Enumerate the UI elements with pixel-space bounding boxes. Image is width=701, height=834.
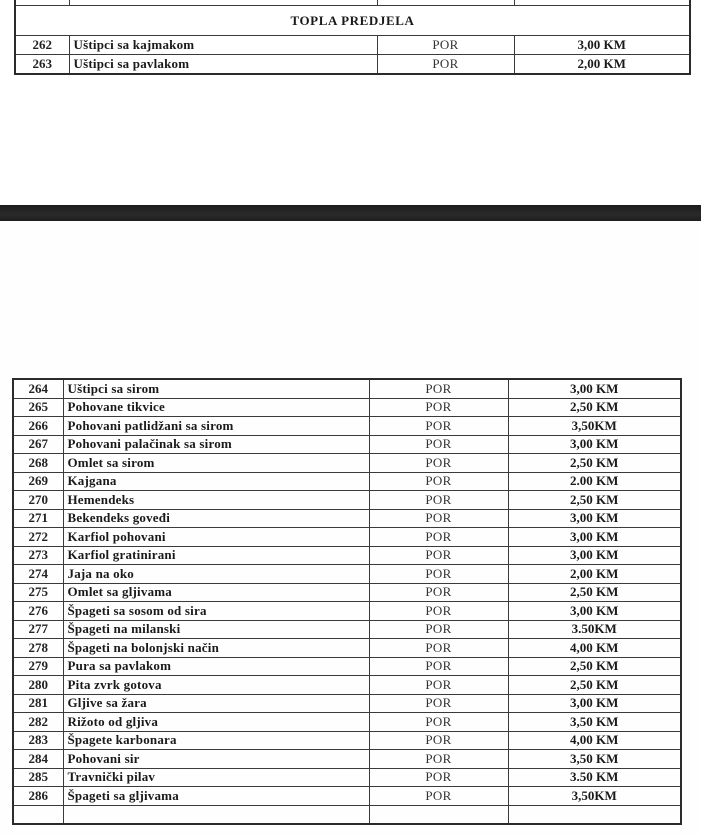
menu-item-row: [13, 639, 681, 658]
item-name: Karfiol gratinirani: [63, 546, 369, 565]
menu-item-row: [13, 583, 681, 602]
item-name: Omlet sa sirom: [63, 454, 369, 473]
item-name: Pohovani palačinak sa sirom: [63, 435, 369, 454]
item-name: Špageti sa gljivama: [63, 787, 369, 806]
menu-item-row: [13, 694, 681, 713]
menu-item-row: [13, 509, 681, 528]
item-price: 4,00 KM: [508, 731, 681, 750]
item-price: 3,50 KM: [508, 713, 681, 732]
item-unit: POR: [369, 417, 508, 436]
item-unit: POR: [369, 509, 508, 528]
item-name: Hemendeks: [63, 491, 369, 510]
item-unit: POR: [369, 379, 508, 398]
item-number: 282: [13, 713, 63, 732]
section-header-row: [15, 6, 690, 36]
item-price: 3,00 KM: [508, 528, 681, 547]
menu-item-row: [13, 787, 681, 806]
item-name: Pura sa pavlakom: [63, 657, 369, 676]
menu-item-row: [15, 36, 690, 55]
menu-item-row: [13, 676, 681, 695]
item-unit: POR: [369, 676, 508, 695]
item-price: 2,00 KM: [514, 55, 690, 75]
menu-item-row: [13, 528, 681, 547]
item-unit: POR: [369, 528, 508, 547]
item-number: 277: [13, 620, 63, 639]
menu-item-row: [13, 435, 681, 454]
item-price: 3,00 KM: [508, 509, 681, 528]
menu-item-row: [13, 602, 681, 621]
item-unit: POR: [369, 435, 508, 454]
item-number: 265: [13, 398, 63, 417]
item-number: 284: [13, 750, 63, 769]
item-number: 270: [13, 491, 63, 510]
menu-item-row: [13, 398, 681, 417]
item-unit: POR: [369, 657, 508, 676]
item-number: 286: [13, 787, 63, 806]
item-unit: POR: [369, 639, 508, 658]
item-name: Pohovani sir: [63, 750, 369, 769]
item-unit: POR: [369, 731, 508, 750]
item-unit: POR: [377, 55, 514, 75]
menu-table-top: [14, 0, 691, 75]
item-unit: POR: [369, 454, 508, 473]
item-number: 264: [13, 379, 63, 398]
menu-item-row: [13, 768, 681, 787]
item-name: Jaja na oko: [63, 565, 369, 584]
scanned-page-top: [0, 0, 701, 205]
item-name: Špageti sa sosom od sira: [63, 602, 369, 621]
item-name: Pohovani patlidžani sa sirom: [63, 417, 369, 436]
section-title: TOPLA PREDJELA: [15, 6, 690, 36]
item-price: 3,50 KM: [508, 750, 681, 769]
item-price: 3,00 KM: [508, 546, 681, 565]
item-price: 3,00 KM: [508, 435, 681, 454]
item-price: 3,50KM: [508, 787, 681, 806]
menu-item-row: [13, 713, 681, 732]
item-unit: POR: [377, 36, 514, 55]
item-number: 271: [13, 509, 63, 528]
menu-item-row: [13, 454, 681, 473]
item-unit: POR: [369, 768, 508, 787]
menu-table-bottom: [12, 378, 682, 825]
item-price: 3.50KM: [508, 620, 681, 639]
menu-item-row: [13, 565, 681, 584]
item-name: Rižoto od gljiva: [63, 713, 369, 732]
item-price: 2,00 KM: [508, 565, 681, 584]
item-unit: POR: [369, 491, 508, 510]
item-unit: POR: [369, 787, 508, 806]
item-name: Uštipci sa pavlakom: [69, 55, 377, 75]
next-row-remnant: [13, 805, 681, 824]
item-price: 2.00 KM: [508, 472, 681, 491]
item-number: 267: [13, 435, 63, 454]
item-price: 3,00 KM: [508, 602, 681, 621]
menu-item-row: [13, 379, 681, 398]
item-price: 2,50 KM: [508, 491, 681, 510]
item-unit: POR: [369, 694, 508, 713]
item-number: 268: [13, 454, 63, 473]
menu-item-row: [13, 731, 681, 750]
item-unit: POR: [369, 602, 508, 621]
item-number: 276: [13, 602, 63, 621]
item-price: 2,50 KM: [508, 657, 681, 676]
item-number: 281: [13, 694, 63, 713]
item-price: 2,50 KM: [508, 583, 681, 602]
item-price: 3,00 KM: [514, 36, 690, 55]
item-number: 285: [13, 768, 63, 787]
item-name: Gljive sa žara: [63, 694, 369, 713]
item-price: 3,00 KM: [508, 379, 681, 398]
menu-item-row: [13, 417, 681, 436]
item-unit: POR: [369, 565, 508, 584]
item-name: Kajgana: [63, 472, 369, 491]
menu-item-row: [13, 546, 681, 565]
menu-item-row: [13, 491, 681, 510]
item-number: 274: [13, 565, 63, 584]
item-name: Pohovane tikvice: [63, 398, 369, 417]
scanned-page-bottom: [0, 221, 701, 834]
item-price: 4,00 KM: [508, 639, 681, 658]
item-price: 3,50KM: [508, 417, 681, 436]
item-unit: POR: [369, 750, 508, 769]
item-number: 279: [13, 657, 63, 676]
item-number: 275: [13, 583, 63, 602]
item-unit: POR: [369, 620, 508, 639]
item-number: 283: [13, 731, 63, 750]
menu-item-row: [13, 472, 681, 491]
item-name: Bekendeks goveđi: [63, 509, 369, 528]
item-price: 3,00 KM: [508, 694, 681, 713]
item-name: Karfiol pohovani: [63, 528, 369, 547]
menu-item-row: [15, 55, 690, 75]
item-number: 262: [15, 36, 69, 55]
item-price: 3.50 KM: [508, 768, 681, 787]
item-name: Špagete karbonara: [63, 731, 369, 750]
page-divider: [0, 205, 701, 221]
item-name: Travnički pilav: [63, 768, 369, 787]
item-price: 2,50 KM: [508, 454, 681, 473]
item-name: Špageti na bolonjski način: [63, 639, 369, 658]
item-price: 2,50 KM: [508, 676, 681, 695]
item-number: 278: [13, 639, 63, 658]
item-number: 272: [13, 528, 63, 547]
item-price: 2,50 KM: [508, 398, 681, 417]
item-name: Pita zvrk gotova: [63, 676, 369, 695]
menu-item-row: [13, 750, 681, 769]
item-number: 266: [13, 417, 63, 436]
item-number: 280: [13, 676, 63, 695]
item-unit: POR: [369, 583, 508, 602]
menu-item-row: [13, 657, 681, 676]
item-unit: POR: [369, 398, 508, 417]
item-name: Omlet sa gljivama: [63, 583, 369, 602]
menu-item-row: [13, 620, 681, 639]
item-number: 263: [15, 55, 69, 75]
item-name: Špageti na milanski: [63, 620, 369, 639]
item-unit: POR: [369, 472, 508, 491]
item-unit: POR: [369, 546, 508, 565]
item-name: Uštipci sa sirom: [63, 379, 369, 398]
item-name: Uštipci sa kajmakom: [69, 36, 377, 55]
item-number: 269: [13, 472, 63, 491]
item-number: 273: [13, 546, 63, 565]
item-unit: POR: [369, 713, 508, 732]
